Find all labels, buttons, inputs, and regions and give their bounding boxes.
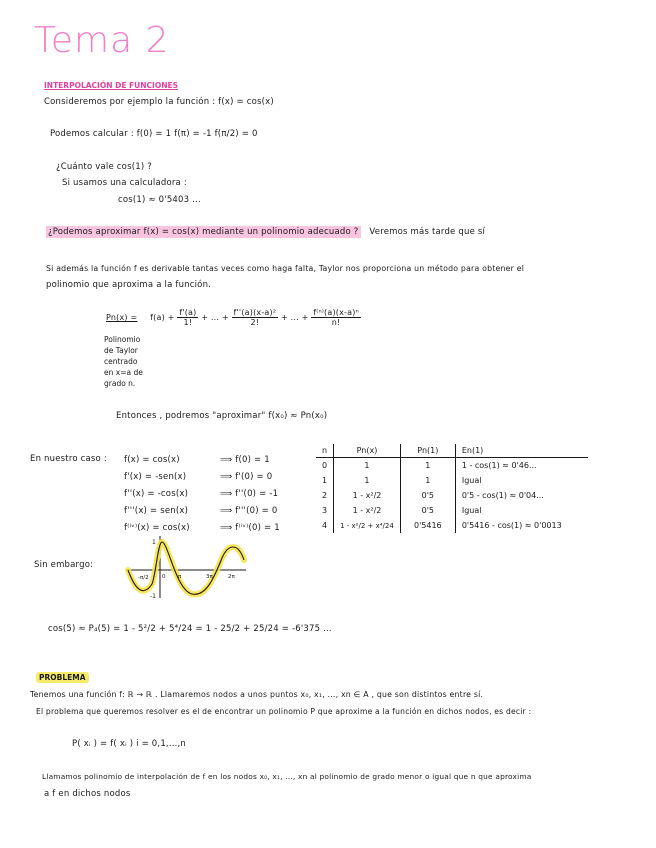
graph-tick: π bbox=[178, 574, 182, 580]
table-row: 2 1 - x²/2 0'5 0'5 - cos(1) ≈ 0'04... bbox=[316, 488, 588, 503]
taylor-paragraph-line1: Si además la función f es derivable tantas veces como haga falta, Taylor nos proporciona un método para obtener el bbox=[46, 264, 525, 273]
derivative-row: f'(x) = -sen(x) ⟹ f'(0) = 0 bbox=[124, 472, 273, 482]
graph-tick: 3π bbox=[206, 574, 213, 580]
derivative-row: f(x) = cos(x) ⟹ f(0) = 1 bbox=[124, 455, 270, 465]
pn-dots-2: + ... + bbox=[281, 313, 309, 322]
derivative-row: f⁽ⁱᵛ⁾(x) = cos(x) ⟹ f⁽ⁱᵛ⁾(0) = 1 bbox=[124, 523, 280, 533]
question-text: ¿Cuánto vale cos(1) ? bbox=[56, 162, 152, 172]
table-header: En(1) bbox=[455, 444, 588, 458]
problema-line1: Tenemos una función f: ℝ → ℝ . Llamaremos nodos a unos puntos x₀, x₁, ..., xn ∈ A , que son distintos entre sí. bbox=[30, 690, 484, 699]
table-header: Pn(1) bbox=[400, 444, 455, 458]
pn-lhs: Pn(x) = bbox=[106, 313, 138, 322]
case-label: En nuestro caso : bbox=[30, 454, 107, 464]
pn-term-fa: f(a) + bbox=[150, 313, 175, 322]
derivative-row: f''(x) = -cos(x) ⟹ f''(0) = -1 bbox=[124, 489, 279, 499]
problema-line2: El problema que queremos resolver es el de encontrar un polinomio P que aproxime a la función en dichos nodos, es decir : bbox=[36, 707, 532, 716]
known-values: Podemos calcular : f(0) = 1 f(π) = -1 f(π/2) = 0 bbox=[50, 129, 258, 139]
pn-term-n: $\frac{\text{f⁽ⁿ⁾(a)(x-a)ⁿ}}{n!}$ bbox=[313, 308, 359, 327]
pn-dots-1: + ... + bbox=[201, 313, 229, 322]
graph-tick: 2π bbox=[228, 574, 235, 580]
calculator-note: Si usamos una calculadora : bbox=[62, 178, 187, 188]
cosine-graph bbox=[122, 534, 250, 600]
table-header: Pn(x) bbox=[334, 444, 401, 458]
graph-tick: 0 bbox=[162, 574, 166, 580]
section-heading: INTERPOLACIÓN DE FUNCIONES bbox=[44, 81, 179, 90]
problema-line3: Llamamos polinomio de interpolación de f en los nodos x₀, x₁, ..., xn al polinomio de grado menor o igual que n que aproxima bbox=[42, 772, 532, 781]
graph-ylabel-bottom: -1 bbox=[150, 593, 156, 600]
problema-equation: P( xᵢ ) = f( xᵢ ) i = 0,1,...,n bbox=[72, 739, 187, 749]
calculator-value: cos(1) ≈ 0'5403 ... bbox=[118, 195, 201, 205]
problema-line4: a f en dichos nodos bbox=[44, 789, 131, 799]
graph-ylabel-top: 1 bbox=[152, 539, 156, 546]
pn-term-3: $\frac{\text{f''(a)(x-a)²}}{2!}$ bbox=[233, 308, 277, 327]
table-header: n bbox=[316, 444, 334, 458]
table-row: 0 1 1 1 - cos(1) ≈ 0'46... bbox=[316, 458, 588, 474]
highlight-answer-text: Veremos más tarde que sí bbox=[369, 227, 486, 237]
pn-term-2: $\frac{f'(a)}{1!}$ bbox=[179, 308, 197, 327]
taylor-paragraph-line2: polinomio que aproxima a la función. bbox=[46, 280, 212, 290]
taylor-note: Polinomio de Taylor centrado en x=a de grado n. bbox=[104, 335, 143, 388]
sin-embargo-label: Sin embargo: bbox=[34, 560, 94, 570]
taylor-table bbox=[316, 444, 588, 533]
derivatives-list bbox=[124, 452, 280, 537]
table-row: 3 1 - x²/2 0'5 Igual bbox=[316, 503, 588, 518]
approximation-statement: Entonces , podremos "aproximar" f(x₀) ≈ Pn(x₀) bbox=[116, 411, 328, 421]
problema-label: PROBLEMA bbox=[36, 673, 89, 682]
highlighted-question bbox=[46, 227, 485, 237]
table-row: 1 1 1 Igual bbox=[316, 473, 588, 488]
intro-text: Consideremos por ejemplo la función : f(x) = cos(x) bbox=[44, 97, 274, 107]
highlight-question-text: ¿Podemos aproximar f(x) = cos(x) mediante un polinomio adecuado ? bbox=[48, 227, 359, 237]
table-row: 4 1 - x²/2 + x⁴/24 0'5416 0'5416 - cos(1) ≈ 0'0013 bbox=[316, 518, 588, 533]
graph-tick: -π/2 bbox=[138, 575, 149, 581]
page-title: Tema 2 bbox=[34, 20, 170, 61]
taylor-formula bbox=[106, 308, 361, 327]
cos5-evaluation: cos(5) ≈ P₄(5) = 1 - 5²/2 + 5⁴/24 = 1 - 25/2 + 25/24 = -6'375 ... bbox=[48, 624, 332, 634]
derivative-row: f'''(x) = sen(x) ⟹ f'''(0) = 0 bbox=[124, 506, 278, 516]
